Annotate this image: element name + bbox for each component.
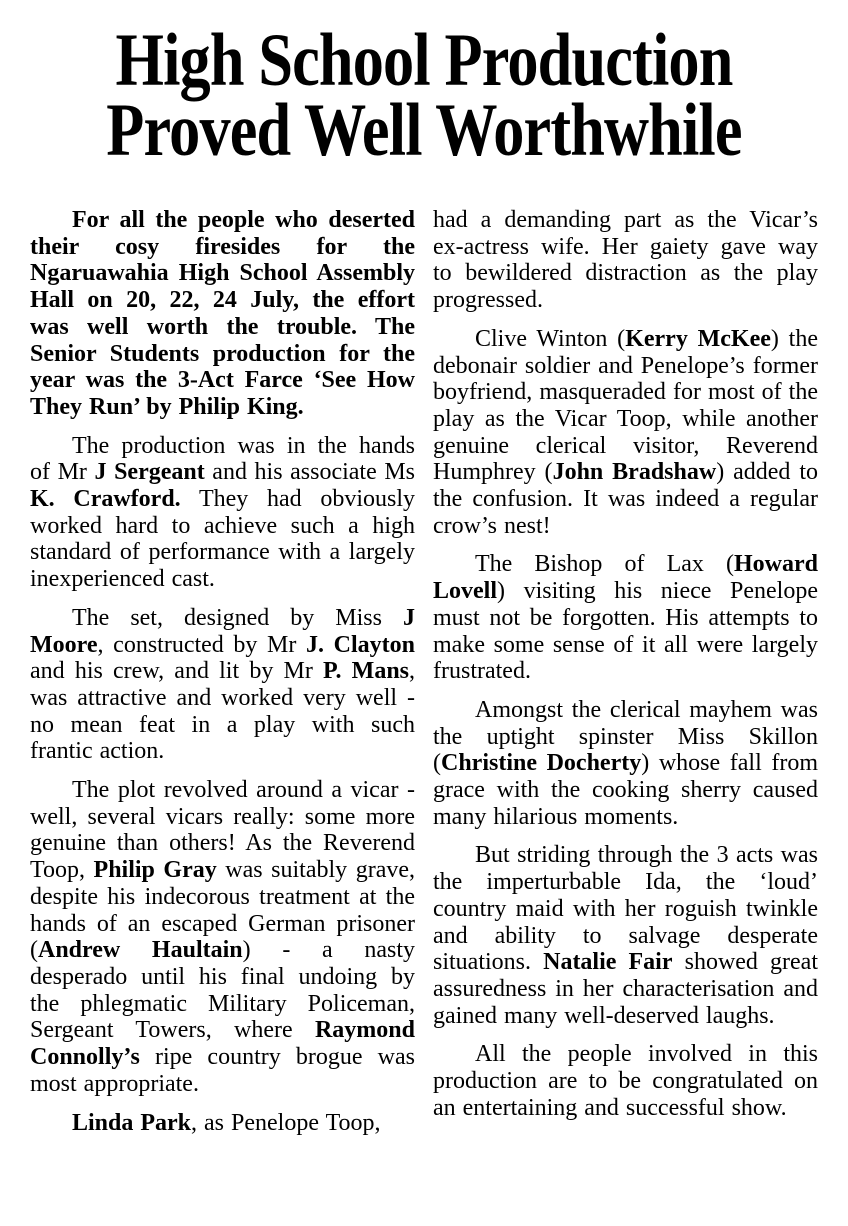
text-run: ) the debonair soldier and Penelope’s former boyfriend, masqueraded for most of the play as the Vicar Toop, while another genuine clerical visitor, Reverend Humphrey ( — [433, 325, 818, 486]
bold-text-run: P. Mans — [323, 658, 410, 685]
text-run: ) - a nasty desperado until his final undoing by the phlegmatic Military Policeman, Sergeant Towers, where — [30, 937, 416, 1044]
paragraph — [30, 433, 415, 593]
bold-text-run: Raymond Connolly’s — [30, 1017, 415, 1071]
bold-text-run: K. Crawford. — [30, 486, 181, 513]
bold-text-run: Philip Gray — [93, 857, 217, 884]
text-run: Amongst the clerical mayhem was the uptight spinster Miss Skillon ( — [433, 696, 818, 777]
paragraph — [433, 207, 818, 314]
text-run: The production was in the hands of Mr — [30, 432, 415, 486]
bold-text-run: J Moore — [30, 604, 415, 658]
paragraph — [433, 551, 818, 685]
text-run: , constructed by Mr — [97, 631, 307, 658]
right-column — [433, 207, 818, 1148]
text-run: The plot revolved around a vicar - well, several vicars really: some more genuine than others! As the Reverend Toop, — [30, 777, 415, 884]
paragraph — [30, 605, 415, 765]
bold-text-run: Kerry McKee — [625, 325, 771, 352]
text-run: But striding through the 3 acts was the imperturbable Ida, the ‘loud’ country maid with her roguish twinkle and ability to salvage desperate situations. — [433, 842, 818, 976]
paragraph — [30, 207, 415, 421]
text-run: , as Penelope Toop, — [191, 1109, 381, 1136]
bold-text-run: Linda Park — [72, 1109, 192, 1136]
text-run: showed great assuredness in her characterisation and gained many well-deserved laughs. — [433, 949, 818, 1029]
text-run: and his associate Ms — [204, 459, 415, 486]
text-run: ) whose fall from grace with the cooking sherry caused many hilarious moments. — [433, 750, 818, 830]
bold-text-run: J. Clayton — [306, 631, 415, 658]
paragraph — [433, 326, 818, 540]
text-run: ) added to the confusion. It was indeed a regular crow’s nest! — [433, 459, 818, 539]
bold-text-run: J Sergeant — [94, 459, 205, 486]
paragraph — [433, 1041, 818, 1121]
bold-text-run: Natalie Fair — [543, 949, 673, 976]
text-run: They had obviously worked hard to achieve such a high standard of performance with a largely inexperienced cast. — [30, 486, 415, 593]
text-run: ripe country brogue was most appropriate. — [30, 1044, 415, 1097]
text-run: was suitably grave, despite his indecorous treatment at the hands of an escaped German prisoner ( — [30, 857, 416, 964]
left-column — [30, 207, 415, 1148]
bold-text-run: John Bradshaw — [552, 459, 717, 486]
paragraph — [433, 842, 818, 1029]
article-headline — [72, 19, 776, 172]
headline-line-2: Proved Well Worthwhile — [106, 89, 742, 172]
article-body — [30, 207, 818, 1148]
paragraph — [30, 777, 415, 1097]
bold-text-run: For all the people who deserted their cosy firesides for the Ngaruawahia High School Assembly Hall on 20, 22, 24 July, the effort was well worth the trouble. The Senior Students production for the year was the 3-Act Farce ‘See How They Run’ by Philip King. — [30, 207, 415, 420]
text-run: Clive Winton ( — [475, 325, 626, 352]
bold-text-run: Christine Docherty — [441, 750, 642, 777]
text-run: ) visiting his niece Penelope must not be forgotten. His attempts to make some sense of it all were largely frustrated. — [433, 578, 818, 685]
text-run: All the people involved in this production are to be congratulated on an entertaining and successful show. — [433, 1041, 818, 1121]
text-run: The set, designed by Miss — [72, 604, 403, 631]
bold-text-run: Howard Lovell — [433, 551, 818, 605]
text-run: had a demanding part as the Vicar’s ex-actress wife. Her gaiety gave way to bewildered distraction as the play progressed. — [433, 207, 818, 314]
text-run: , was attractive and worked very well - no mean feat in a play with such frantic action. — [30, 658, 416, 765]
text-run: The Bishop of Lax ( — [475, 551, 734, 578]
paragraph — [30, 1110, 415, 1137]
paragraph — [433, 697, 818, 831]
bold-text-run: Andrew Haultain — [38, 937, 243, 964]
text-run: and his crew, and lit by Mr — [30, 658, 324, 685]
headline-line-1: High School Production — [115, 19, 733, 102]
